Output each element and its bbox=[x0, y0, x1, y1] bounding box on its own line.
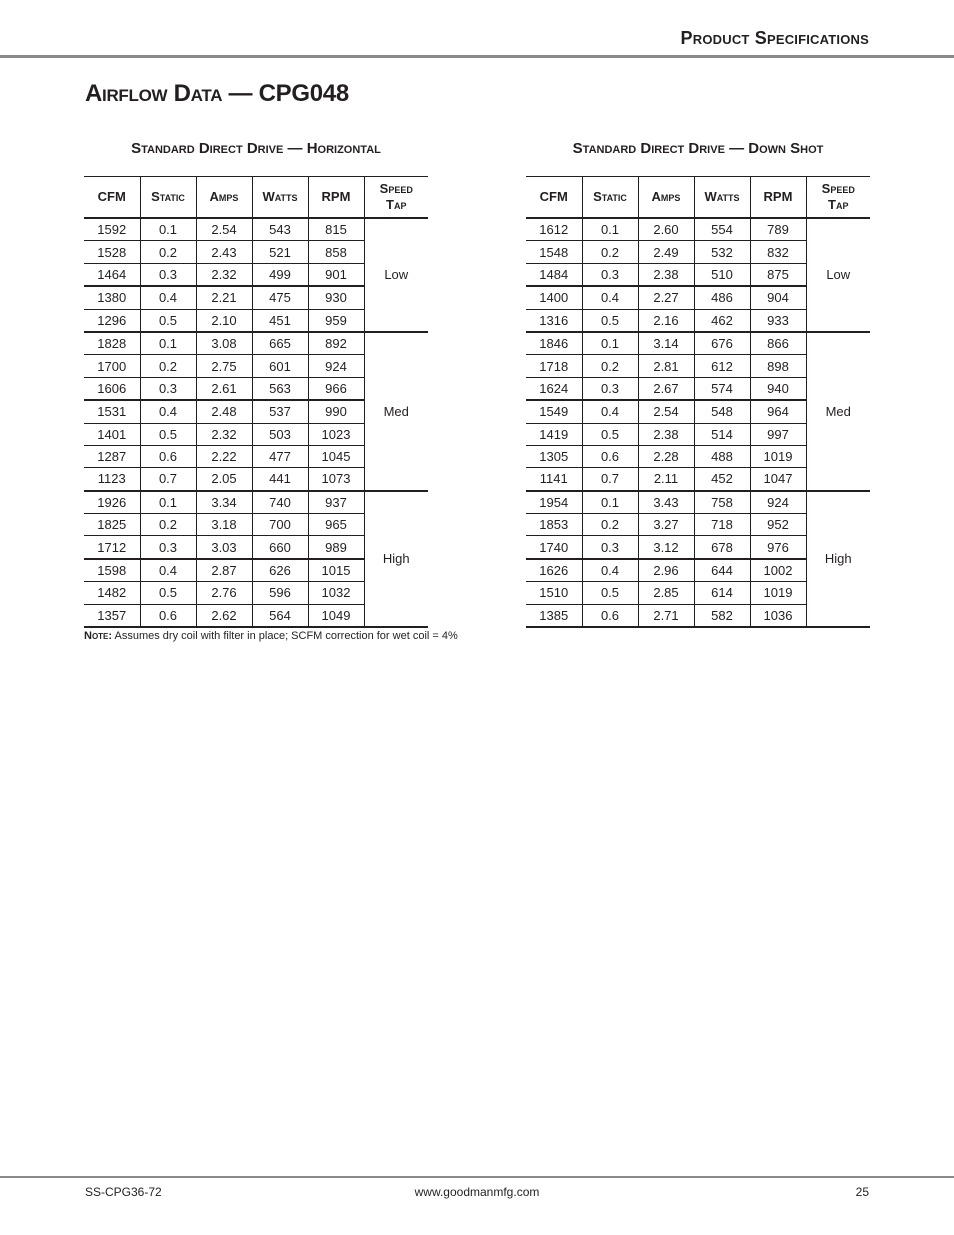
static-cell: 0.2 bbox=[582, 514, 638, 536]
cfm-cell: 1700 bbox=[84, 355, 140, 377]
cfm-cell: 1846 bbox=[526, 332, 582, 355]
cfm-cell: 1510 bbox=[526, 582, 582, 604]
table-row bbox=[526, 491, 870, 514]
amps-cell: 2.28 bbox=[638, 445, 694, 467]
amps-cell: 3.43 bbox=[638, 491, 694, 514]
static-cell: 0.4 bbox=[582, 400, 638, 423]
static-cell: 0.7 bbox=[140, 468, 196, 491]
rpm-cell: 952 bbox=[750, 514, 806, 536]
amps-cell: 2.67 bbox=[638, 377, 694, 400]
cfm-cell: 1296 bbox=[84, 309, 140, 332]
amps-cell: 2.10 bbox=[196, 309, 252, 332]
static-cell: 0.5 bbox=[582, 309, 638, 332]
static-cell: 0.5 bbox=[140, 582, 196, 604]
watts-cell: 499 bbox=[252, 263, 308, 286]
table-row bbox=[84, 218, 428, 241]
cfm-cell: 1712 bbox=[84, 536, 140, 559]
watts-cell: 514 bbox=[694, 423, 750, 445]
watts-cell: 554 bbox=[694, 218, 750, 241]
airflow-table bbox=[526, 176, 870, 628]
static-cell: 0.4 bbox=[582, 559, 638, 582]
amps-cell: 3.12 bbox=[638, 536, 694, 559]
table-row bbox=[526, 218, 870, 241]
rpm-cell: 1032 bbox=[308, 582, 364, 604]
table-down-shot bbox=[526, 138, 870, 628]
rpm-cell: 875 bbox=[750, 263, 806, 286]
watts-cell: 626 bbox=[252, 559, 308, 582]
header-rule bbox=[0, 55, 954, 58]
watts-cell: 486 bbox=[694, 286, 750, 309]
static-cell: 0.3 bbox=[140, 536, 196, 559]
rpm-cell: 940 bbox=[750, 377, 806, 400]
col-watts: Watts bbox=[252, 177, 308, 219]
speed-tap-cell: Med bbox=[364, 332, 428, 491]
rpm-cell: 930 bbox=[308, 286, 364, 309]
airflow-table bbox=[84, 176, 428, 628]
cfm-cell: 1380 bbox=[84, 286, 140, 309]
cfm-cell: 1954 bbox=[526, 491, 582, 514]
watts-cell: 532 bbox=[694, 241, 750, 263]
cfm-cell: 1287 bbox=[84, 445, 140, 467]
static-cell: 0.6 bbox=[140, 604, 196, 627]
amps-cell: 2.76 bbox=[196, 582, 252, 604]
amps-cell: 3.18 bbox=[196, 514, 252, 536]
watts-cell: 477 bbox=[252, 445, 308, 467]
rpm-cell: 904 bbox=[750, 286, 806, 309]
amps-cell: 2.75 bbox=[196, 355, 252, 377]
rpm-cell: 1002 bbox=[750, 559, 806, 582]
static-cell: 0.4 bbox=[582, 286, 638, 309]
rpm-cell: 924 bbox=[750, 491, 806, 514]
static-cell: 0.4 bbox=[140, 400, 196, 423]
col-amps: Amps bbox=[196, 177, 252, 219]
rpm-cell: 989 bbox=[308, 536, 364, 559]
static-cell: 0.3 bbox=[582, 536, 638, 559]
cfm-cell: 1825 bbox=[84, 514, 140, 536]
watts-cell: 521 bbox=[252, 241, 308, 263]
col-rpm: RPM bbox=[308, 177, 364, 219]
rpm-cell: 892 bbox=[308, 332, 364, 355]
amps-cell: 3.14 bbox=[638, 332, 694, 355]
watts-cell: 563 bbox=[252, 377, 308, 400]
cfm-cell: 1141 bbox=[526, 468, 582, 491]
amps-cell: 2.32 bbox=[196, 423, 252, 445]
rpm-cell: 1023 bbox=[308, 423, 364, 445]
rpm-cell: 964 bbox=[750, 400, 806, 423]
cfm-cell: 1400 bbox=[526, 286, 582, 309]
amps-cell: 2.38 bbox=[638, 263, 694, 286]
watts-cell: 503 bbox=[252, 423, 308, 445]
watts-cell: 665 bbox=[252, 332, 308, 355]
static-cell: 0.5 bbox=[582, 582, 638, 604]
rpm-cell: 815 bbox=[308, 218, 364, 241]
amps-cell: 2.48 bbox=[196, 400, 252, 423]
cfm-cell: 1305 bbox=[526, 445, 582, 467]
static-cell: 0.2 bbox=[140, 514, 196, 536]
col-cfm: CFM bbox=[526, 177, 582, 219]
static-cell: 0.3 bbox=[582, 263, 638, 286]
amps-cell: 2.38 bbox=[638, 423, 694, 445]
amps-cell: 2.87 bbox=[196, 559, 252, 582]
table-title: Standard Direct Drive — Horizontal bbox=[131, 140, 381, 157]
amps-cell: 3.34 bbox=[196, 491, 252, 514]
amps-cell: 2.22 bbox=[196, 445, 252, 467]
cfm-cell: 1419 bbox=[526, 423, 582, 445]
rpm-cell: 959 bbox=[308, 309, 364, 332]
speed-tap-cell: Low bbox=[364, 218, 428, 332]
rpm-cell: 1047 bbox=[750, 468, 806, 491]
col-rpm: RPM bbox=[750, 177, 806, 219]
static-cell: 0.6 bbox=[140, 445, 196, 467]
amps-cell: 2.16 bbox=[638, 309, 694, 332]
static-cell: 0.1 bbox=[140, 218, 196, 241]
amps-cell: 2.21 bbox=[196, 286, 252, 309]
rpm-cell: 1036 bbox=[750, 604, 806, 627]
cfm-cell: 1401 bbox=[84, 423, 140, 445]
note-label: Note: bbox=[84, 630, 113, 642]
footer-page-number: 25 bbox=[855, 1185, 869, 1199]
table-header-row bbox=[526, 177, 870, 219]
rpm-cell: 1045 bbox=[308, 445, 364, 467]
static-cell: 0.2 bbox=[582, 241, 638, 263]
col-watts: Watts bbox=[694, 177, 750, 219]
watts-cell: 462 bbox=[694, 309, 750, 332]
rpm-cell: 1019 bbox=[750, 582, 806, 604]
cfm-cell: 1926 bbox=[84, 491, 140, 514]
watts-cell: 488 bbox=[694, 445, 750, 467]
static-cell: 0.5 bbox=[582, 423, 638, 445]
watts-cell: 543 bbox=[252, 218, 308, 241]
footer-website: www.goodmanmfg.com bbox=[414, 1185, 540, 1199]
rpm-cell: 933 bbox=[750, 309, 806, 332]
watts-cell: 510 bbox=[694, 263, 750, 286]
col-cfm: CFM bbox=[84, 177, 140, 219]
col-speed-tap: Speed Tap bbox=[364, 177, 428, 219]
table-horizontal bbox=[84, 138, 428, 628]
cfm-cell: 1718 bbox=[526, 355, 582, 377]
col-static: Static bbox=[582, 177, 638, 219]
rpm-cell: 965 bbox=[308, 514, 364, 536]
speed-tap-cell: High bbox=[806, 491, 870, 627]
table-row bbox=[84, 332, 428, 355]
table-row bbox=[526, 332, 870, 355]
speed-tap-cell: Low bbox=[806, 218, 870, 332]
watts-cell: 718 bbox=[694, 514, 750, 536]
table-title: Standard Direct Drive — Down Shot bbox=[572, 140, 824, 157]
amps-cell: 2.60 bbox=[638, 218, 694, 241]
static-cell: 0.6 bbox=[582, 445, 638, 467]
cfm-cell: 1598 bbox=[84, 559, 140, 582]
watts-cell: 601 bbox=[252, 355, 308, 377]
amps-cell: 3.03 bbox=[196, 536, 252, 559]
footer-rule bbox=[0, 1176, 954, 1178]
watts-cell: 451 bbox=[252, 309, 308, 332]
cfm-cell: 1316 bbox=[526, 309, 582, 332]
cfm-cell: 1828 bbox=[84, 332, 140, 355]
cfm-cell: 1626 bbox=[526, 559, 582, 582]
cfm-cell: 1624 bbox=[526, 377, 582, 400]
amps-cell: 3.08 bbox=[196, 332, 252, 355]
cfm-cell: 1853 bbox=[526, 514, 582, 536]
table-note bbox=[84, 630, 458, 642]
amps-cell: 2.85 bbox=[638, 582, 694, 604]
rpm-cell: 898 bbox=[750, 355, 806, 377]
amps-cell: 2.27 bbox=[638, 286, 694, 309]
rpm-cell: 924 bbox=[308, 355, 364, 377]
rpm-cell: 901 bbox=[308, 263, 364, 286]
rpm-cell: 997 bbox=[750, 423, 806, 445]
watts-cell: 548 bbox=[694, 400, 750, 423]
static-cell: 0.2 bbox=[140, 241, 196, 263]
rpm-cell: 1019 bbox=[750, 445, 806, 467]
watts-cell: 452 bbox=[694, 468, 750, 491]
static-cell: 0.3 bbox=[140, 263, 196, 286]
amps-cell: 2.54 bbox=[638, 400, 694, 423]
amps-cell: 2.62 bbox=[196, 604, 252, 627]
watts-cell: 700 bbox=[252, 514, 308, 536]
static-cell: 0.5 bbox=[140, 423, 196, 445]
static-cell: 0.4 bbox=[140, 286, 196, 309]
rpm-cell: 858 bbox=[308, 241, 364, 263]
col-amps: Amps bbox=[638, 177, 694, 219]
rpm-cell: 1049 bbox=[308, 604, 364, 627]
table-row bbox=[84, 491, 428, 514]
watts-cell: 758 bbox=[694, 491, 750, 514]
amps-cell: 2.61 bbox=[196, 377, 252, 400]
rpm-cell: 1015 bbox=[308, 559, 364, 582]
note-text: Assumes dry coil with filter in place; SCFM correction for wet coil = 4% bbox=[112, 630, 458, 642]
amps-cell: 2.71 bbox=[638, 604, 694, 627]
page-title: Airflow Data — CPG048 bbox=[85, 80, 349, 107]
cfm-cell: 1592 bbox=[84, 218, 140, 241]
amps-cell: 2.32 bbox=[196, 263, 252, 286]
static-cell: 0.1 bbox=[582, 218, 638, 241]
amps-cell: 2.54 bbox=[196, 218, 252, 241]
watts-cell: 574 bbox=[694, 377, 750, 400]
rpm-cell: 937 bbox=[308, 491, 364, 514]
speed-tap-cell: High bbox=[364, 491, 428, 627]
static-cell: 0.3 bbox=[582, 377, 638, 400]
watts-cell: 678 bbox=[694, 536, 750, 559]
rpm-cell: 789 bbox=[750, 218, 806, 241]
watts-cell: 740 bbox=[252, 491, 308, 514]
amps-cell: 2.05 bbox=[196, 468, 252, 491]
rpm-cell: 832 bbox=[750, 241, 806, 263]
watts-cell: 660 bbox=[252, 536, 308, 559]
watts-cell: 676 bbox=[694, 332, 750, 355]
cfm-cell: 1357 bbox=[84, 604, 140, 627]
static-cell: 0.5 bbox=[140, 309, 196, 332]
amps-cell: 2.43 bbox=[196, 241, 252, 263]
rpm-cell: 966 bbox=[308, 377, 364, 400]
static-cell: 0.1 bbox=[140, 332, 196, 355]
cfm-cell: 1612 bbox=[526, 218, 582, 241]
amps-cell: 2.96 bbox=[638, 559, 694, 582]
watts-cell: 644 bbox=[694, 559, 750, 582]
footer-doc-id: SS-CPG36-72 bbox=[85, 1185, 162, 1199]
cfm-cell: 1548 bbox=[526, 241, 582, 263]
cfm-cell: 1484 bbox=[526, 263, 582, 286]
cfm-cell: 1528 bbox=[84, 241, 140, 263]
static-cell: 0.7 bbox=[582, 468, 638, 491]
amps-cell: 3.27 bbox=[638, 514, 694, 536]
static-cell: 0.3 bbox=[140, 377, 196, 400]
speed-tap-cell: Med bbox=[806, 332, 870, 491]
cfm-cell: 1482 bbox=[84, 582, 140, 604]
static-cell: 0.1 bbox=[582, 491, 638, 514]
static-cell: 0.2 bbox=[140, 355, 196, 377]
cfm-cell: 1549 bbox=[526, 400, 582, 423]
rpm-cell: 976 bbox=[750, 536, 806, 559]
cfm-cell: 1531 bbox=[84, 400, 140, 423]
static-cell: 0.1 bbox=[582, 332, 638, 355]
amps-cell: 2.81 bbox=[638, 355, 694, 377]
rpm-cell: 866 bbox=[750, 332, 806, 355]
watts-cell: 441 bbox=[252, 468, 308, 491]
static-cell: 0.1 bbox=[140, 491, 196, 514]
col-static: Static bbox=[140, 177, 196, 219]
watts-cell: 612 bbox=[694, 355, 750, 377]
static-cell: 0.6 bbox=[582, 604, 638, 627]
cfm-cell: 1385 bbox=[526, 604, 582, 627]
cfm-cell: 1123 bbox=[84, 468, 140, 491]
section-header: Product Specifications bbox=[680, 28, 869, 48]
rpm-cell: 990 bbox=[308, 400, 364, 423]
static-cell: 0.4 bbox=[140, 559, 196, 582]
watts-cell: 475 bbox=[252, 286, 308, 309]
cfm-cell: 1740 bbox=[526, 536, 582, 559]
watts-cell: 596 bbox=[252, 582, 308, 604]
table-header-row bbox=[84, 177, 428, 219]
amps-cell: 2.11 bbox=[638, 468, 694, 491]
watts-cell: 564 bbox=[252, 604, 308, 627]
amps-cell: 2.49 bbox=[638, 241, 694, 263]
cfm-cell: 1606 bbox=[84, 377, 140, 400]
watts-cell: 537 bbox=[252, 400, 308, 423]
watts-cell: 614 bbox=[694, 582, 750, 604]
col-speed-tap: Speed Tap bbox=[806, 177, 870, 219]
cfm-cell: 1464 bbox=[84, 263, 140, 286]
watts-cell: 582 bbox=[694, 604, 750, 627]
static-cell: 0.2 bbox=[582, 355, 638, 377]
rpm-cell: 1073 bbox=[308, 468, 364, 491]
